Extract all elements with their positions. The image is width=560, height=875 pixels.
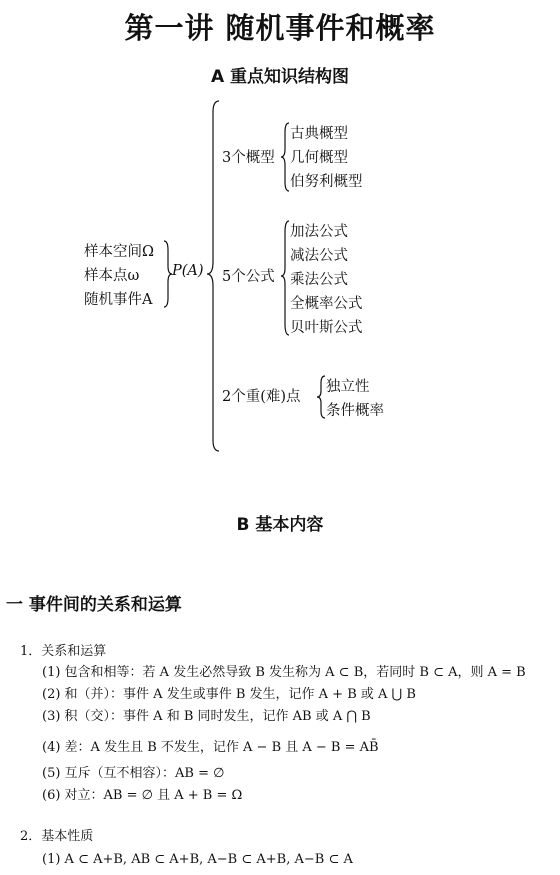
group1-item-3: 伯努利概型 [290, 174, 363, 190]
list-item: (2) 和（并）：事件 A 发生或事件 B 发生，记作 A + B 或 A ⋃ B [42, 687, 416, 702]
group2-item-5: 贝叶斯公式 [290, 320, 363, 336]
group3-brace-icon [316, 375, 326, 419]
tree-left-item-2: 样本点ω [84, 268, 140, 284]
list-item: (4) 差：A 发生且 B 不发生，记作 A − B 且 A − B = AB̄ [42, 740, 379, 755]
group2-item-4: 全概率公式 [290, 296, 363, 312]
probability-symbol: P(A) [172, 263, 204, 279]
group3-label: 2个重(难)点 [222, 389, 301, 405]
group1-brace-icon [280, 122, 290, 192]
main-brace-icon [205, 100, 221, 452]
group2-label: 5个公式 [222, 269, 275, 285]
group2-item-1: 加法公式 [290, 224, 348, 240]
subsection-1-heading: 1．关系和运算 [20, 644, 107, 659]
list-item: (1) 包含和相等：若 A 发生必然导致 B 发生称为 A ⊂ B，若同时 B ⊂ A，则 A = B [42, 665, 526, 680]
subsection-2-heading: 2．基本性质 [20, 829, 94, 844]
group3-item-2: 条件概率 [326, 403, 384, 419]
property-item: (1) A ⊂ A+B, AB ⊂ A+B, A−B ⊂ A+B, A−B ⊂ A [42, 852, 353, 867]
group2-brace-icon [280, 220, 290, 336]
page-title: 第一讲 随机事件和概率 [124, 11, 436, 45]
list-item: (6) 对立：AB = ∅ 且 A + B = Ω [42, 788, 243, 803]
tree-left-item-3: 随机事件A [84, 292, 153, 308]
section-b-heading: B 基本内容 [236, 515, 324, 535]
list-item: (5) 互斥（互不相容）：AB = ∅ [42, 766, 225, 781]
group2-item-2: 减法公式 [290, 248, 348, 264]
group1-label: 3个概型 [222, 150, 275, 166]
group2-item-3: 乘法公式 [290, 272, 348, 288]
list-item: (3) 积（交）：事件 A 和 B 同时发生，记作 AB 或 A ⋂ B [42, 709, 371, 724]
section-a-heading: A 重点知识结构图 [210, 67, 350, 87]
group1-item-1: 古典概型 [290, 126, 348, 142]
part-one-heading: 一 事件间的关系和运算 [6, 595, 182, 615]
group1-item-2: 几何概型 [290, 150, 348, 166]
tree-left-item-1: 样本空间Ω [84, 244, 155, 260]
group3-item-1: 独立性 [326, 379, 370, 395]
